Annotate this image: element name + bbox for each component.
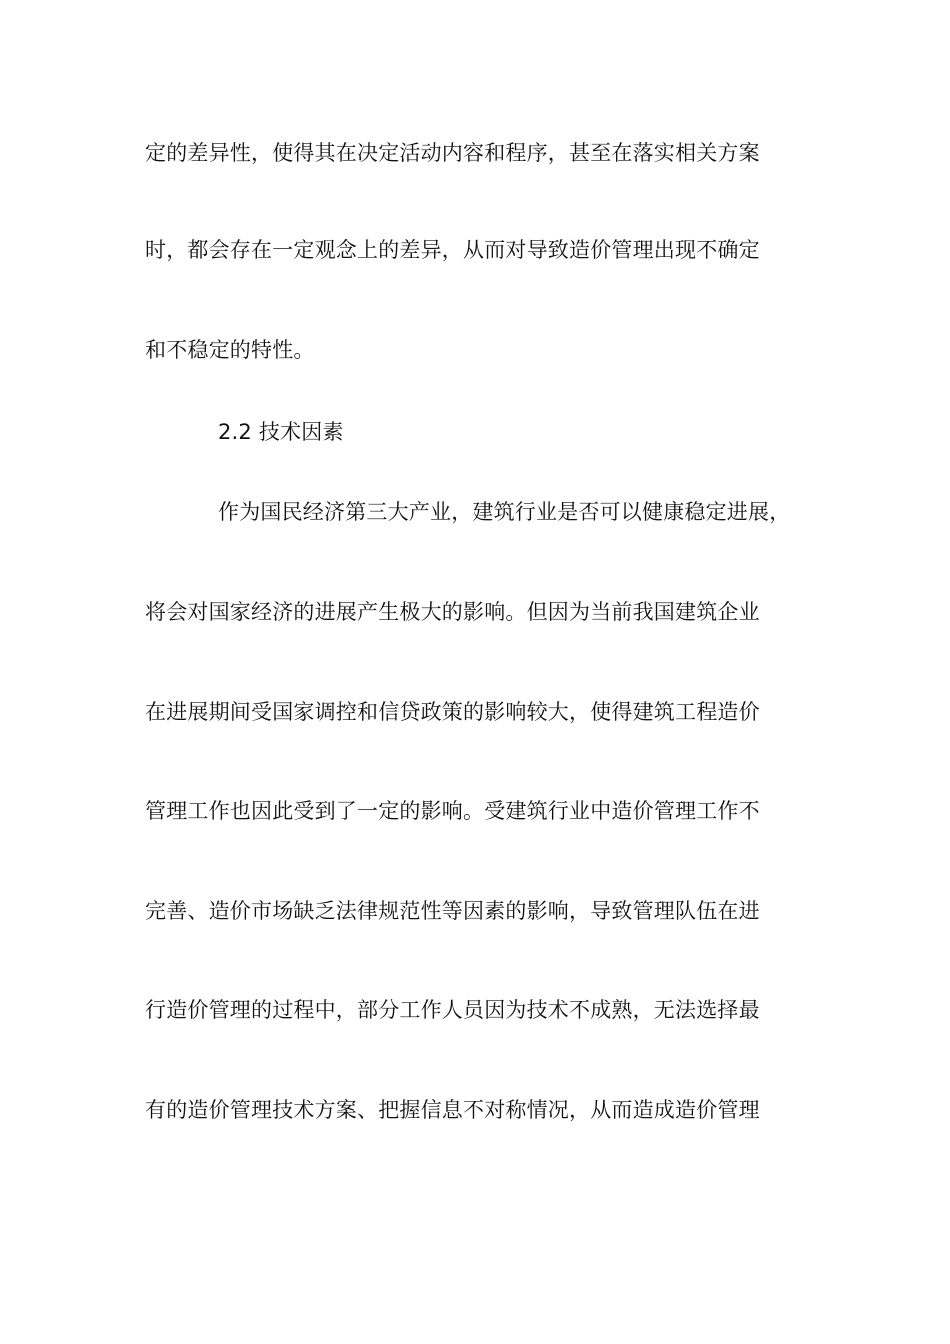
text-line: 在进展期间受国家调控和信贷政策的影响较大，使得建筑工程造价: [145, 700, 760, 724]
text-line: 行造价管理的过程中，部分工作人员因为技术不成熟，无法选择最: [145, 998, 760, 1022]
text-line: 管理工作也因此受到了一定的影响。受建筑行业中造价管理工作不: [145, 799, 760, 823]
text-line: 将会对国家经济的进展产生极大的影响。但因为当前我国建筑企业: [145, 600, 760, 624]
text-line: 定的差异性，使得其在决定活动内容和程序，甚至在落实相关方案: [145, 141, 760, 165]
text-line: 作为国民经济第三大产业，建筑行业是否可以健康稳定进展，: [218, 500, 791, 524]
text-line: 和不稳定的特性。: [145, 338, 315, 362]
text-line: 时，都会存在一定观念上的差异，从而对导致造价管理出现不确定: [145, 238, 760, 262]
section-heading: 2.2 技术因素: [218, 420, 344, 444]
text-line: 完善、造价市场缺乏法律规范性等因素的影响，导致管理队伍在进: [145, 899, 760, 923]
text-line: 有的造价管理技术方案、把握信息不对称情况，从而造成造价管理: [145, 1098, 760, 1122]
